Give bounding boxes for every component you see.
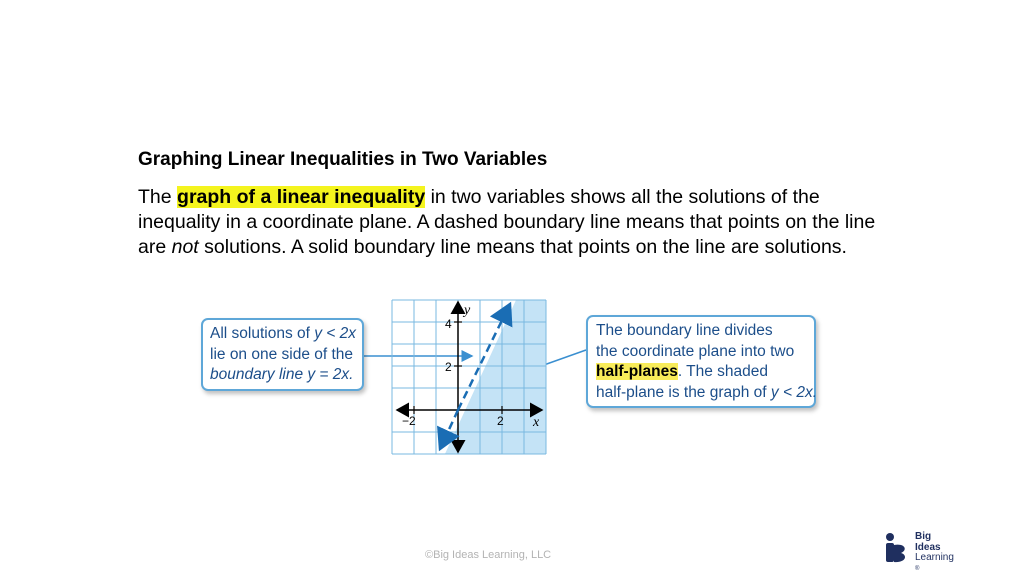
emphasis-not: not	[171, 236, 199, 258]
shaded-half-plane	[444, 300, 546, 456]
callout-text: half-plane is the graph of	[596, 383, 771, 401]
big-ideas-logo	[883, 528, 963, 572]
logo-word: Ideas	[915, 541, 941, 553]
half-planes-term: half-planes	[596, 363, 678, 380]
equation-expression: y = 2x.	[307, 366, 354, 383]
inequality-expression: y < 2x	[314, 325, 357, 342]
callout-text: All solutions of	[210, 325, 315, 342]
callout-text: . The shaded	[677, 363, 769, 380]
logo-word: Big	[915, 531, 932, 542]
y-axis-label: y	[464, 303, 471, 318]
callout-text: boundary line	[210, 366, 308, 383]
inequality-expression: y < 2x.	[770, 383, 818, 401]
tick-label-x2: 2	[497, 414, 504, 428]
tick-label-y2: 2	[445, 360, 452, 374]
logo-word	[915, 553, 954, 577]
paragraph-middle: in two variables shows all the solutions of the inequality in a coordinate plane. A dashed boundary line means that points on the line are	[138, 186, 876, 258]
logo-word-learning: Learning	[915, 552, 954, 563]
logo-mark-icon	[883, 532, 909, 564]
callout-line: The boundary line divides	[596, 322, 773, 339]
tick-label-x-neg2: −2	[402, 414, 416, 428]
logo-wordmark	[915, 532, 954, 577]
logo-trademark: ®	[915, 565, 920, 572]
callout-line: the coordinate plane into two	[596, 342, 795, 360]
callout-line	[596, 362, 808, 383]
paragraph-intro: The	[138, 186, 178, 208]
tick-label-y4: 4	[445, 317, 452, 331]
highlighted-term: graph of a linear inequality	[177, 186, 426, 208]
right-callout	[586, 315, 816, 408]
x-axis-label: x	[533, 415, 540, 430]
callout-line	[596, 383, 818, 404]
coordinate-graph	[384, 296, 554, 458]
copyright-notice: ©Big Ideas Learning, LLC	[425, 549, 552, 561]
callout-line	[210, 365, 356, 386]
paragraph-end: solutions. A solid boundary line means that points on the line are solutions.	[198, 236, 847, 258]
callout-line: lie on one side of the	[210, 345, 354, 363]
callout-line	[210, 324, 356, 345]
slide-title: Graphing Linear Inequalities in Two Variables	[138, 149, 548, 170]
left-callout	[201, 318, 364, 391]
